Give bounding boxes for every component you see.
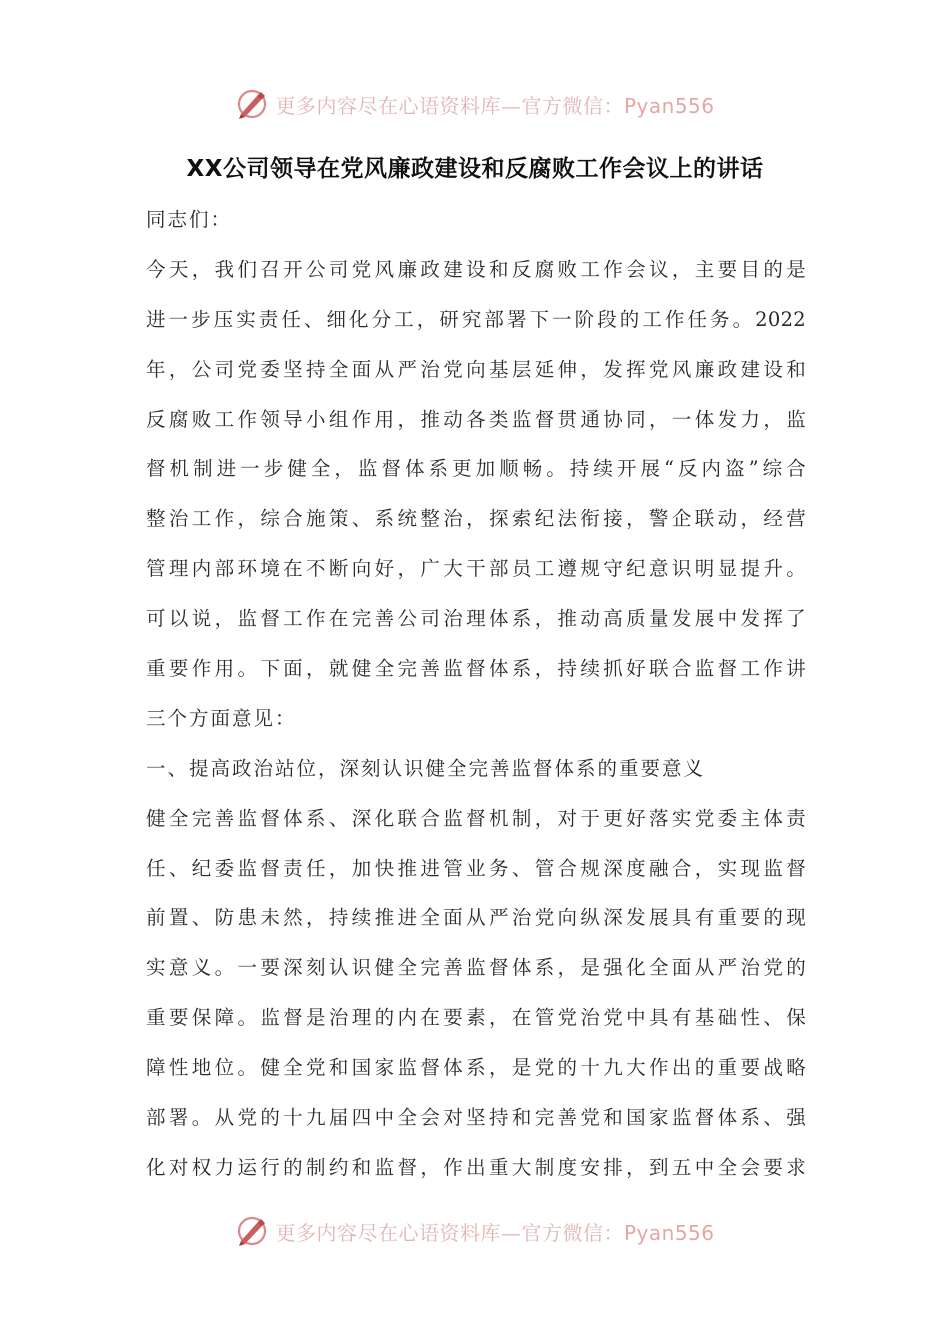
paragraph-line: 进一步压实责任、细化分工，研究部署下一阶段的工作任务。2022 (146, 307, 806, 331)
watermark-footer (0, 1211, 950, 1251)
paragraph-line: 健全完善监督体系、深化联合监督机制，对于更好落实党委主体责 (146, 806, 806, 830)
document-title: XX公司领导在党风廉政建设和反腐败工作会议上的讲话 (186, 156, 764, 182)
paragraph-line: 任、纪委监督责任，加快推进管业务、管合规深度融合，实现监督 (146, 856, 806, 880)
pen-logo-icon (235, 87, 269, 121)
document-body (146, 195, 806, 1193)
paragraph-line: 前置、防患未然，持续推进全面从严治党向纵深发展具有重要的现 (146, 906, 806, 930)
watermark-text: 更多内容尽在心语资料库—官方微信：Pyan556 (275, 1220, 715, 1245)
paragraph-line: 部署。从党的十九届四中全会对坚持和完善党和国家监督体系、强 (146, 1106, 806, 1130)
paragraph-line: 督机制进一步健全，监督体系更加顺畅。持续开展“反内盗”综合 (146, 457, 806, 481)
paragraph-line: 管理内部环境在不断向好，广大干部员工遵规守纪意识明显提升。 (146, 557, 806, 581)
paragraph-line: 三个方面意见： (146, 706, 297, 730)
watermark-header (0, 84, 950, 124)
paragraph-line: 今天，我们召开公司党风廉政建设和反腐败工作会议，主要目的是 (146, 257, 806, 281)
paragraph-line: 可以说，监督工作在完善公司治理体系，推动高质量发展中发挥了 (146, 607, 806, 631)
pen-logo-icon (235, 1214, 269, 1248)
paragraph-line: 重要保障。监督是治理的内在要素，在管党治党中具有基础性、保 (146, 1006, 806, 1030)
paragraph-line: 同志们： (146, 208, 233, 231)
paragraph-line: 障性地位。健全党和国家监督体系，是党的十九大作出的重要战略 (146, 1056, 806, 1080)
paragraph-line: 化对权力运行的制约和监督，作出重大制度安排，到五中全会要求 (146, 1155, 806, 1179)
watermark-text: 更多内容尽在心语资料库—官方微信：Pyan556 (275, 93, 715, 118)
paragraph-line: 一、提高政治站位，深刻认识健全完善监督体系的重要意义 (146, 756, 706, 780)
paragraph-line: 反腐败工作领导小组作用，推动各类监督贯通协同，一体发力，监 (146, 407, 806, 431)
paragraph-line: 重要作用。下面，就健全完善监督体系，持续抓好联合监督工作讲 (146, 657, 806, 681)
paragraph-line: 实意义。一要深刻认识健全完善监督体系，是强化全面从严治党的 (146, 956, 806, 980)
paragraph-line: 整治工作，综合施策、系统整治，探索纪法衔接，警企联动，经营 (146, 507, 806, 531)
paragraph-line: 年，公司党委坚持全面从严治党向基层延伸，发挥党风廉政建设和 (146, 357, 806, 381)
